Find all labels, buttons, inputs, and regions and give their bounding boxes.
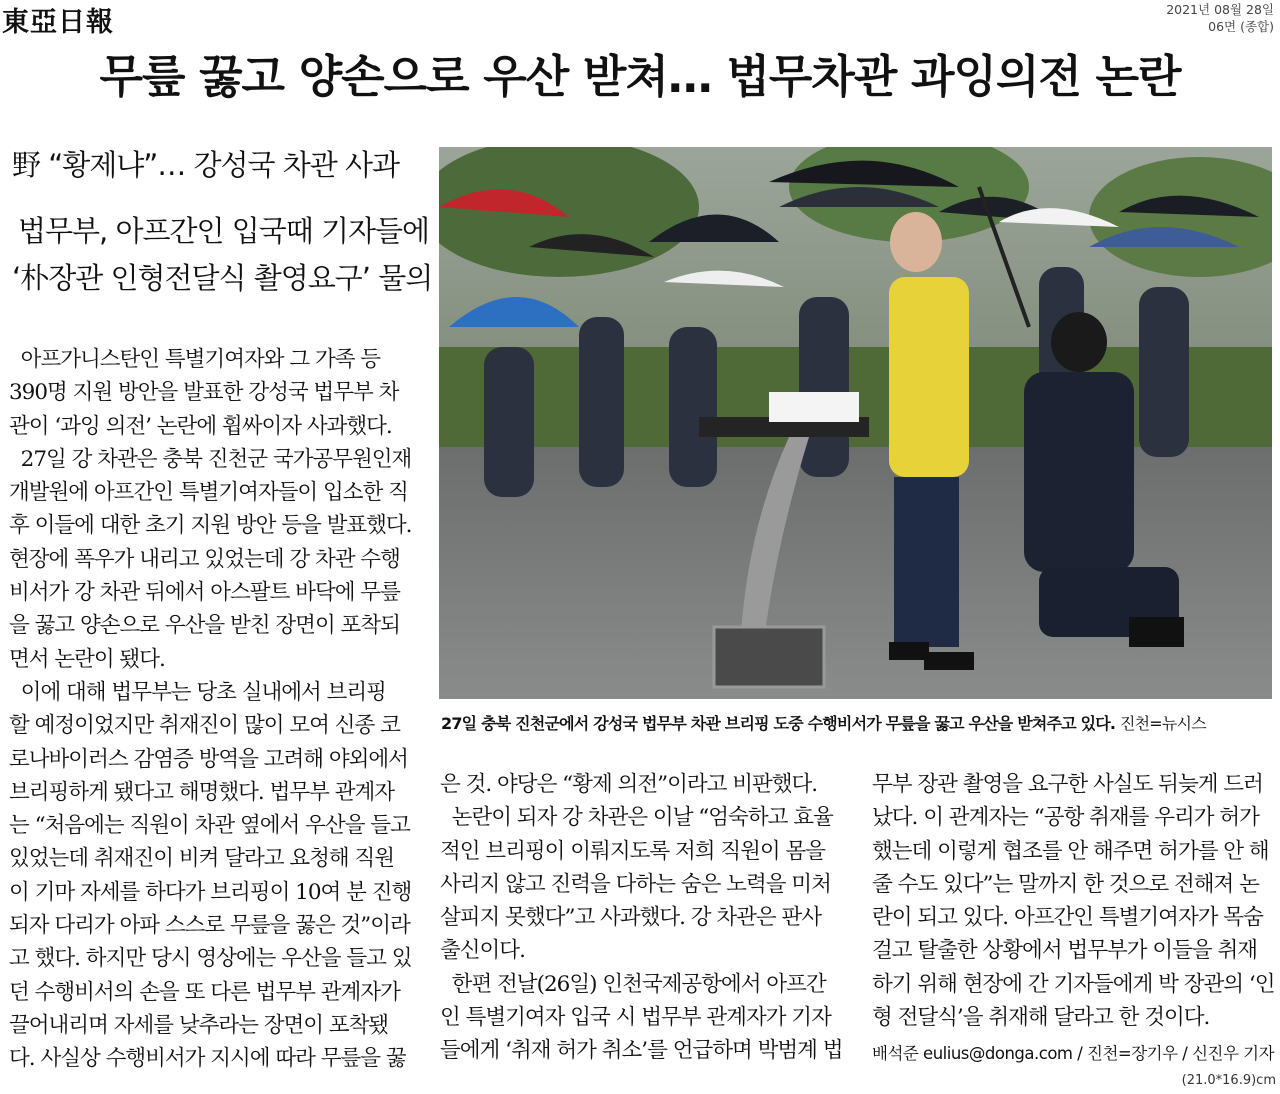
article-line: 무부 장관 촬영을 요구한 사실도 뒤늦게 드러 <box>872 772 1263 797</box>
article-line: 사리지 않고 진력을 다하는 숨은 노력을 미처 <box>440 871 831 897</box>
article-line: 논란이 되자 강 차관은 이날 “엄숙하고 효율 <box>440 805 833 831</box>
article-line: 이 기마 자세를 하다가 브리핑이 10여 분 진행 <box>9 879 412 905</box>
article-line: 면서 논란이 됐다. <box>9 646 165 672</box>
subheadline-1: 野 “황제냐”… 강성국 차관 사과 <box>12 148 400 182</box>
photo-caption <box>441 711 1206 734</box>
newspaper-masthead: 東亞日報 <box>2 7 114 38</box>
news-photo <box>439 147 1272 699</box>
article-line: 다. 사실상 수행비서가 지시에 따라 무릎을 꿇 <box>9 1046 406 1072</box>
article-line: 관이 ‘과잉 의전’ 논란에 휩싸이자 사과했다. <box>9 413 392 439</box>
dateline <box>1166 1 1274 35</box>
subheadline-2: 법무부, 아프간인 입국때 기자들에 <box>18 214 430 248</box>
article-column-3 <box>872 768 1275 1034</box>
article-line: 현장에 폭우가 내리고 있었는데 강 차관 수행 <box>9 546 400 572</box>
headline: 무릎 꿇고 양손으로 우산 받쳐… 법무차관 과잉의전 논란 <box>99 50 1181 103</box>
article-line: 하기 위해 현장에 간 기자들에게 박 장관의 ‘인 <box>872 971 1275 997</box>
article-line: 살피지 못했다”고 사과했다. 강 차관은 판사 <box>440 905 822 931</box>
article-line: 개발원에 아프간인 특별기여자들이 입소한 직 <box>9 480 408 506</box>
article-line: 인 특별기여자 입국 시 법무부 관계자가 기자 <box>440 1005 831 1031</box>
article-column-1 <box>9 343 412 1076</box>
issue-date: 2021년 08월 28일 <box>1166 2 1274 17</box>
article-line: 아프가니스탄인 특별기여자와 그 가족 등 <box>9 347 381 372</box>
article-line: 형 전달식’을 취재해 달라고 한 것이다. <box>872 1005 1210 1031</box>
article-line: 브리핑하게 됐다고 해명했다. 법무부 관계자 <box>9 779 395 805</box>
article-column-2 <box>440 768 843 1068</box>
article-line: 되자 다리가 아파 스스로 무릎을 꿇은 것”이라 <box>9 913 410 939</box>
article-line: 났다. 이 관계자는 “공항 취재를 우리가 허가 <box>872 805 1259 831</box>
photo-credit: 진천=뉴시스 <box>1119 714 1206 733</box>
byline: 배석준 eulius@donga.com / 진천=장기우 / 신진우 기자 <box>872 1044 1275 1063</box>
article-line: 던 수행비서의 손을 또 다른 법무부 관계자가 <box>9 979 400 1005</box>
article-line: 끌어내리며 자세를 낮추라는 장면이 포착됐 <box>9 1012 389 1038</box>
article-line: 는 “처음에는 직원이 차관 옆에서 우산을 들고 <box>9 813 410 839</box>
article-line: 들에게 ‘취재 허가 취소’를 언급하며 박범계 법 <box>440 1038 843 1064</box>
article-line: 은 것. 야당은 “황제 의전”이라고 비판했다. <box>440 772 818 797</box>
article-line: 할 예정이었지만 취재진이 많이 모여 신종 코 <box>9 713 400 739</box>
page-number: 06면 (종합) <box>1208 19 1274 34</box>
article-line: 있었는데 취재진이 비켜 달라고 요청해 직원 <box>9 846 395 872</box>
article-line: 출신이다. <box>440 938 525 964</box>
article-line: 후 이들에 대한 초기 지원 방안 등을 발표했다. <box>9 513 412 539</box>
article-line: 적인 브리핑이 이뤄지도록 저희 직원이 몸을 <box>440 838 826 864</box>
article-line: 란이 되고 있다. 아프간인 특별기여자가 목숨 <box>872 905 1263 931</box>
article-size-note: (21.0*16.9)cm <box>1181 1073 1276 1088</box>
article-line: 을 꿇고 양손으로 우산을 받친 장면이 포착되 <box>9 613 400 639</box>
article-line: 이에 대해 법무부는 당초 실내에서 브리핑 <box>9 679 386 705</box>
article-line: 했는데 이렇게 협조를 안 해주면 허가를 안 해 <box>872 838 1269 864</box>
article-line: 한편 전날(26일) 인천국제공항에서 아프간 <box>440 971 826 997</box>
article-line: 고 했다. 하지만 당시 영상에는 우산을 들고 있 <box>9 946 412 972</box>
article-line: 걸고 탈출한 상황에서 법무부가 이들을 취재 <box>872 938 1258 964</box>
article-line: 로나바이러스 감염증 방역을 고려해 야외에서 <box>9 746 408 772</box>
subheadline-3: ‘朴장관 인형전달식 촬영요구’ 물의 <box>12 261 433 295</box>
article-line: 비서가 강 차관 뒤에서 아스팔트 바닥에 무릎 <box>9 580 400 606</box>
caption-text: 27일 충북 진천군에서 강성국 법무부 차관 브리핑 도중 수행비서가 무릎을 꿇고 우산을 받쳐주고 있다. <box>441 714 1116 733</box>
article-line: 27일 강 차관은 충북 진천군 국가공무원인재 <box>9 446 412 472</box>
article-line: 390명 지원 방안을 발표한 강성국 법무부 차 <box>9 380 399 406</box>
article-line: 줄 수도 있다”는 말까지 한 것으로 전해져 논 <box>872 871 1259 897</box>
